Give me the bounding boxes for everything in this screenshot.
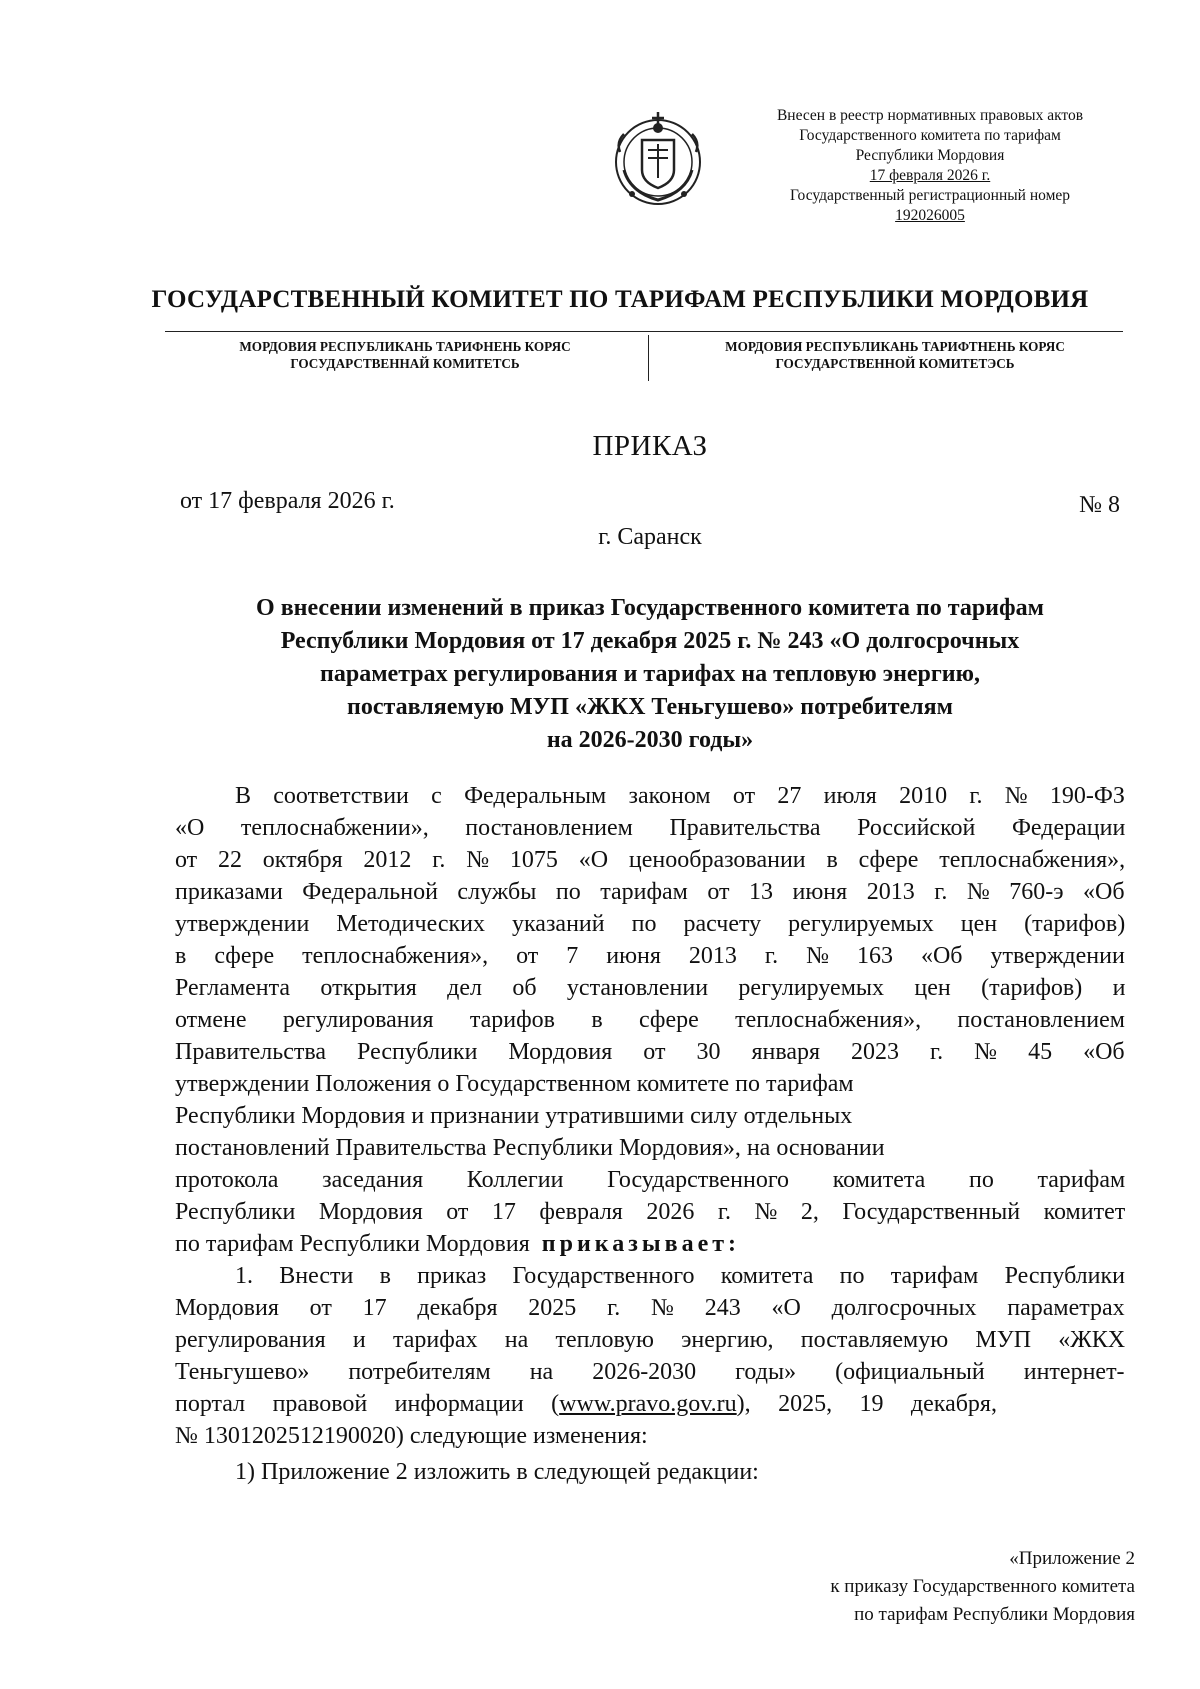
body-line: Мордовия от 17 декабря 2025 г. № 243 «О долгосрочных параметрах bbox=[175, 1295, 1125, 1321]
title-line: поставляемую МУП «ЖКХ Теньгушево» потребителям bbox=[347, 694, 953, 720]
registry-line: Республики Мордовия bbox=[855, 147, 1005, 164]
body-line: протокола заседания Коллегии Государственного комитета по тарифам bbox=[175, 1167, 1126, 1193]
subtitle-line: МОРДОВИЯ РЕСПУБЛИКАНЬ ТАРИФТНЕНЬ КОРЯС bbox=[725, 339, 1065, 354]
body-line: утверждении Положения о Государственном комитете по тарифам bbox=[175, 1071, 854, 1097]
appendix-line: по тарифам Республики Мордовия bbox=[854, 1604, 1135, 1625]
body-line: от 22 октября 2012 г. № 1075 «О ценообразовании в сфере теплоснабжения», bbox=[175, 847, 1126, 873]
registry-stamp bbox=[740, 106, 1120, 226]
title-line: на 2026-2030 годы» bbox=[546, 727, 754, 753]
subtitle-line: ГОСУДАРСТВЕННАЙ КОМИТЕТСЬ bbox=[290, 356, 520, 371]
subitem-1-line: 1) Приложение 2 изложить в следующей редакции: bbox=[235, 1459, 759, 1485]
body-text: по тарифам Республики Мордовия bbox=[175, 1231, 530, 1257]
title-line: Республики Мордовия от 17 декабря 2025 г. № 243 «О долгосрочных bbox=[280, 628, 1020, 654]
body-line: Правительства Республики Мордовия от 30 января 2023 г. № 45 «Об bbox=[175, 1039, 1125, 1065]
registry-line: Государственный регистрационный номер bbox=[789, 187, 1071, 204]
subtitle-line: МОРДОВИЯ РЕСПУБЛИКАНЬ ТАРИФНЕНЬ КОРЯС bbox=[239, 339, 571, 354]
body-line bbox=[175, 1389, 1125, 1419]
body-line: утверждении Методических указаний по расчету регулируемых цен (тарифов) bbox=[175, 911, 1126, 937]
body-text: портал правовой информации ( bbox=[175, 1391, 560, 1417]
body-line: Республики Мордовия от 17 февраля 2026 г. № 2, Государственный комитет bbox=[175, 1199, 1126, 1225]
body-line: № 1301202512190020) следующие изменения: bbox=[175, 1423, 648, 1449]
committee-subtitle-right bbox=[660, 338, 1130, 372]
document-title bbox=[170, 592, 1130, 757]
header-rule bbox=[165, 331, 1123, 332]
body-line: Теньгушево» потребителям на 2026-2030 годы» (официальный интернет- bbox=[175, 1359, 1125, 1385]
registry-date: 17 февраля 2026 г. bbox=[869, 167, 991, 184]
appendix-header bbox=[620, 1545, 1135, 1629]
registry-line: Государственного комитета по тарифам bbox=[799, 127, 1061, 144]
title-line: параметрах регулирования и тарифах на тепловую энергию, bbox=[320, 661, 980, 687]
committee-title: ГОСУДАРСТВЕННЫЙ КОМИТЕТ ПО ТАРИФАМ РЕСПУБЛИКИ МОРДОВИЯ bbox=[151, 286, 1089, 313]
body-line: постановлений Правительства Республики Мордовия», на основании bbox=[175, 1135, 885, 1161]
body-line: приказами Федеральной службы по тарифам от 13 июня 2013 г. № 760-э «Об bbox=[175, 879, 1125, 905]
registry-number: 192026005 bbox=[895, 207, 965, 224]
header-divider bbox=[648, 335, 649, 381]
body-line: регулирования и тарифах на тепловую энергию, поставляемую МУП «ЖКХ bbox=[175, 1327, 1126, 1353]
body-line: отмене регулирования тарифов в сфере теплоснабжения», постановлением bbox=[175, 1007, 1125, 1033]
committee-subtitle-left bbox=[175, 338, 635, 372]
body-line: Республики Мордовия и признании утратившими силу отдельных bbox=[175, 1103, 853, 1129]
subtitle-line: ГОСУДАРСТВЕННОЙ КОМИТЕТЭСЬ bbox=[775, 356, 1015, 371]
registry-line: Внесен в реестр нормативных правовых актов bbox=[776, 107, 1084, 124]
body-line: «О теплоснабжении», постановлением Правительства Российской Федерации bbox=[175, 815, 1126, 841]
title-line: О внесении изменений в приказ Государственного комитета по тарифам bbox=[256, 595, 1044, 621]
document-date: от 17 февраля 2026 г. bbox=[180, 488, 395, 514]
body-line bbox=[175, 1229, 740, 1259]
order-keyword: приказывает: bbox=[541, 1231, 741, 1257]
appendix-line: «Приложение 2 bbox=[1009, 1548, 1135, 1569]
appendix-line: к приказу Государственного комитета bbox=[830, 1576, 1135, 1597]
body-text: ), 2025, 19 декабря, bbox=[736, 1391, 997, 1417]
body-line: 1. Внести в приказ Государственного комитета по тарифам Республики bbox=[235, 1263, 1126, 1289]
body-line: Регламента открытия дел об установлении регулируемых цен (тарифов) и bbox=[175, 975, 1126, 1001]
document-type: ПРИКАЗ bbox=[592, 430, 708, 462]
body-line: в сфере теплоснабжения», от 7 июня 2013 г. № 163 «Об утверждении bbox=[175, 943, 1125, 969]
document-city: г. Саранск bbox=[598, 524, 702, 550]
document-number: № 8 bbox=[1079, 492, 1120, 518]
body-line: В соответствии с Федеральным законом от 27 июля 2010 г. № 190-ФЗ bbox=[235, 783, 1125, 809]
pravo-link[interactable]: www.pravo.gov.ru bbox=[559, 1391, 737, 1417]
coat-of-arms-emblem bbox=[602, 104, 714, 216]
